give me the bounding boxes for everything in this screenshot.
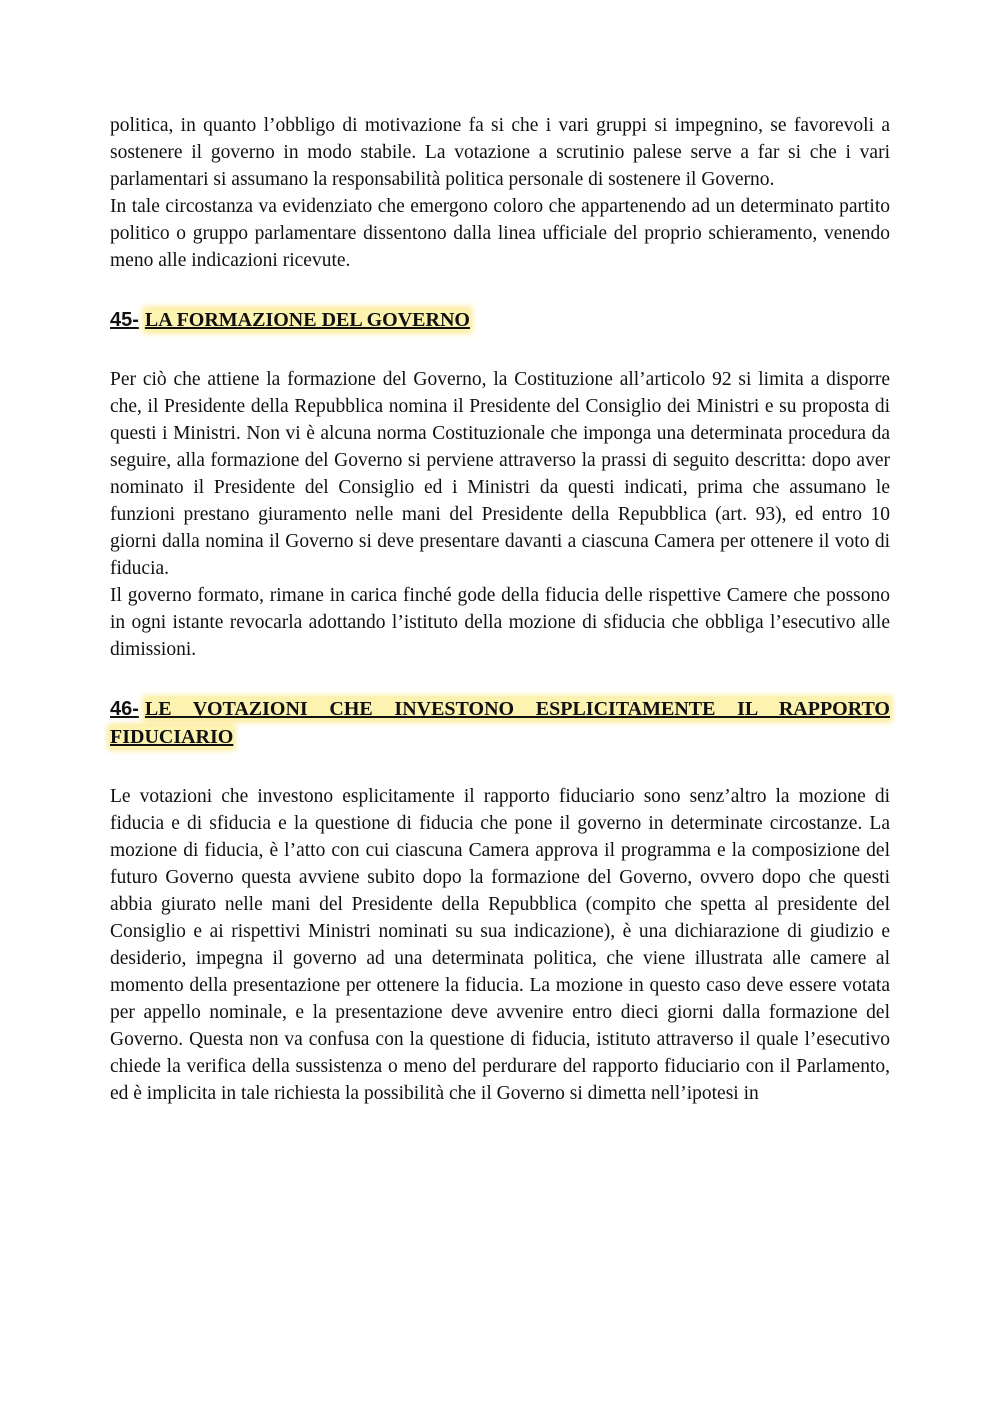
spacer [110,751,890,783]
section-46-number: 46- [110,698,139,720]
intro-paragraph-2: In tale circostanza va evidenziato che emergono coloro che appartenendo ad un determinato partito politico o gruppo parlamentare dissentono dalla linea ufficiale del proprio schieramento, venendo meno alle indicazioni ricevute. [110,196,890,271]
section-45-number: 45- [110,309,139,331]
section-46-title: LE VOTAZIONI CHE INVESTONO ESPLICITAMENTE IL RAPPORTO FIDUCIARIO [110,698,890,748]
section-46-paragraph-1: Le votazioni che investono esplicitamente il rapporto fiduciario sono senz’altro la mozione di fiducia e di sfiducia e la questione di fiducia che pone il governo in determinate circostanze. La mozione di fiducia, è l’atto con cui ciascuna Camera approva il programma e la composizione del futuro Governo questa avviene subito dopo la formazione del Governo, ovvero dopo che questi abbia giurato nelle mani del Presidente della Repubblica (compito che spetta al presidente del Consiglio e ai rispettivi Ministri nominati su sua indicazione), è una dichiarazione di giudizio e desiderio, impegna il governo ad una determinata politica, che viene illustrata alle camere al momento della presentazione per ottenere la fiducia. La mozione in questo caso deve essere votata per appello nominale, e la presentazione deve avvenire entro dieci giorni dalla formazione del Governo. Questa non va confusa con la questione di fiducia, istituto attraverso il quale l’esecutivo chiede la verifica della sussistenza o meno del perdurare del rapporto fiduciario con il Parlamento, ed è implicita in tale richiesta la possibilità che il Governo si dimetta nell’ipotesi in [110,786,890,1104]
section-45-paragraph-1: Per ciò che attiene la formazione del Governo, la Costituzione all’articolo 92 si limita a disporre che, il Presidente della Repubblica nomina il Presidente del Consiglio dei Ministri e su proposta di questi i Ministri. Non vi è alcuna norma Costituzionale che imponga una determinata procedura da seguire, alla formazione del Governo si perviene attraverso la prassi di seguito descritta: dopo aver nominato il Presidente del Consiglio ed i Ministri da questi indicati, prima che assumano le funzioni prestano giuramento nelle mani del Presidente della Repubblica (art. 93), ed entro 10 giorni dalla nomina il Governo si deve presentare davanti a ciascuna Camera per ottenere il voto di fiducia. [110,369,890,579]
intro-paragraph-1: politica, in quanto l’obbligo di motivazione fa si che i vari gruppi si impegnino, se favorevoli a sostenere il governo in modo stabile. La votazione a scrutinio palese serve a far si che i vari parlamentari si assumano la responsabilità politica personale di sostenere il Governo. [110,115,890,190]
spacer [110,334,890,366]
section-45-heading [110,306,890,334]
spacer [110,274,890,306]
section-45-title: LA FORMAZIONE DEL GOVERNO [144,309,470,331]
document-page [110,112,890,1107]
spacer [110,663,890,695]
section-46-heading [110,695,890,751]
section-45-paragraph-2: Il governo formato, rimane in carica finché gode della fiducia delle rispettive Camere che possono in ogni istante revocarla adottando l’istituto della mozione di sfiducia che obbliga l’esecutivo alle dimissioni. [110,585,890,660]
